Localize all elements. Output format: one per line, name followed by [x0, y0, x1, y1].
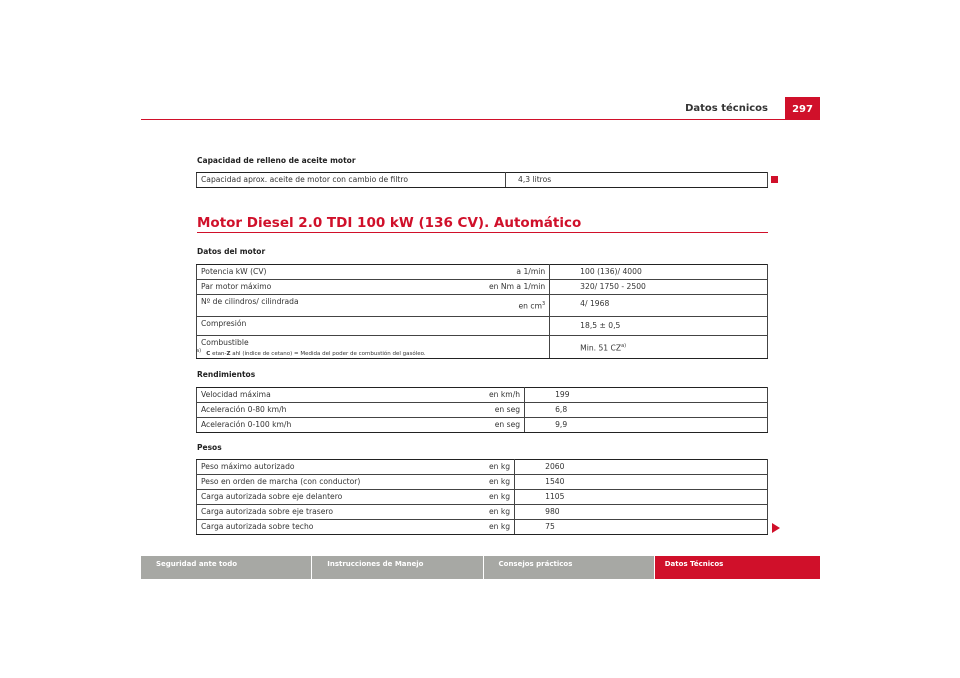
footnote [196, 348, 426, 357]
row-label: Par motor máximo [197, 280, 486, 295]
footnote-text-1: etan- [212, 350, 227, 357]
footnote-marker: a) [196, 348, 202, 354]
row-label: Aceleración 0-100 km/h [197, 418, 486, 433]
row-unit: a 1/min [485, 265, 550, 280]
row-label: Peso en orden de marcha (con conductor) [197, 475, 486, 490]
row-unit: en kg [485, 460, 515, 475]
row-value: 1105 [515, 490, 768, 505]
row-value-cell [550, 335, 768, 359]
row-unit: en cm [518, 301, 542, 311]
page-title: Motor Diesel 2.0 TDI 100 kW (136 CV). Automático [197, 215, 582, 231]
weights-table [196, 459, 768, 535]
continue-arrow-icon [772, 523, 780, 533]
row-label: Nº de cilindros/ cilindrada [197, 295, 486, 317]
row-unit [485, 335, 550, 359]
engine-data-table [196, 264, 768, 359]
nav-tab-instrucciones[interactable]: Instrucciones de Manejo [312, 556, 482, 579]
table-row [197, 505, 768, 520]
section-end-marker-icon [771, 176, 778, 183]
row-value: 100 (136)/ 4000 [550, 265, 768, 280]
performance-table [196, 387, 768, 433]
table-row [197, 280, 768, 295]
row-unit: en seg [485, 418, 525, 433]
nav-tab-datos-tecnicos[interactable]: Datos Técnicos [655, 556, 820, 579]
row-unit: en seg [485, 403, 525, 418]
weights-heading: Pesos [197, 443, 222, 452]
table-row [197, 265, 768, 280]
row-label: Capacidad aprox. aceite de motor con cambio de filtro [197, 173, 506, 188]
row-unit: en kg [485, 475, 515, 490]
table-row [197, 388, 768, 403]
page-number: 297 [785, 97, 820, 119]
row-unit: en kg [485, 520, 515, 535]
row-unit: en kg [485, 490, 515, 505]
row-unit: en km/h [485, 388, 525, 403]
oil-capacity-heading: Capacidad de relleno de aceite motor [197, 156, 356, 165]
row-value: 9,9 [525, 418, 768, 433]
performance-heading: Rendimientos [197, 370, 256, 379]
table-row [197, 173, 768, 188]
header-rule [141, 119, 820, 120]
row-label: Combustible [197, 335, 486, 359]
row-label: Compresión [197, 316, 486, 335]
table-row [197, 475, 768, 490]
engine-data-heading: Datos del motor [197, 247, 266, 256]
table-row [197, 295, 768, 317]
title-rule [197, 232, 768, 233]
row-value: 6,8 [525, 403, 768, 418]
row-label: Carga autorizada sobre eje trasero [197, 505, 486, 520]
row-label: Carga autorizada sobre eje delantero [197, 490, 486, 505]
footnote-ref: a) [621, 342, 627, 349]
row-label: Velocidad máxima [197, 388, 486, 403]
row-unit: en kg [485, 505, 515, 520]
row-value: 1540 [515, 475, 768, 490]
bottom-nav [141, 556, 820, 579]
row-label: Aceleración 0-80 km/h [197, 403, 486, 418]
row-value: 320/ 1750 - 2500 [550, 280, 768, 295]
table-row [197, 520, 768, 535]
footnote-bold-c: C [206, 350, 211, 357]
row-label: Peso máximo autorizado [197, 460, 486, 475]
row-label: Carga autorizada sobre techo [197, 520, 486, 535]
row-value: 4,3 litros [506, 173, 768, 188]
table-row [197, 490, 768, 505]
row-value: 18,5 ± 0,5 [550, 316, 768, 335]
row-value: Min. 51 CZ [580, 343, 622, 353]
row-unit-sup: 3 [541, 301, 546, 307]
row-unit [485, 316, 550, 335]
footnote-bold-z: Z [226, 350, 231, 357]
table-row [197, 403, 768, 418]
row-value: 980 [515, 505, 768, 520]
row-value: 2060 [515, 460, 768, 475]
nav-tab-consejos[interactable]: Consejos prácticos [484, 556, 654, 579]
row-unit: en Nm a 1/min [485, 280, 550, 295]
page-header-title: Datos técnicos [685, 103, 768, 114]
oil-capacity-table [196, 172, 768, 188]
footnote-text-2: ahl (índice de cetano) = Medida del poder de combustión del gasóleo. [232, 350, 426, 357]
row-value: 75 [515, 520, 768, 535]
nav-tab-seguridad[interactable]: Seguridad ante todo [141, 556, 311, 579]
row-unit-cell [485, 295, 550, 317]
row-label: Potencia kW (CV) [197, 265, 486, 280]
row-value: 4/ 1968 [550, 295, 768, 317]
table-row [197, 316, 768, 335]
table-row [197, 418, 768, 433]
row-value: 199 [525, 388, 768, 403]
table-row [197, 460, 768, 475]
